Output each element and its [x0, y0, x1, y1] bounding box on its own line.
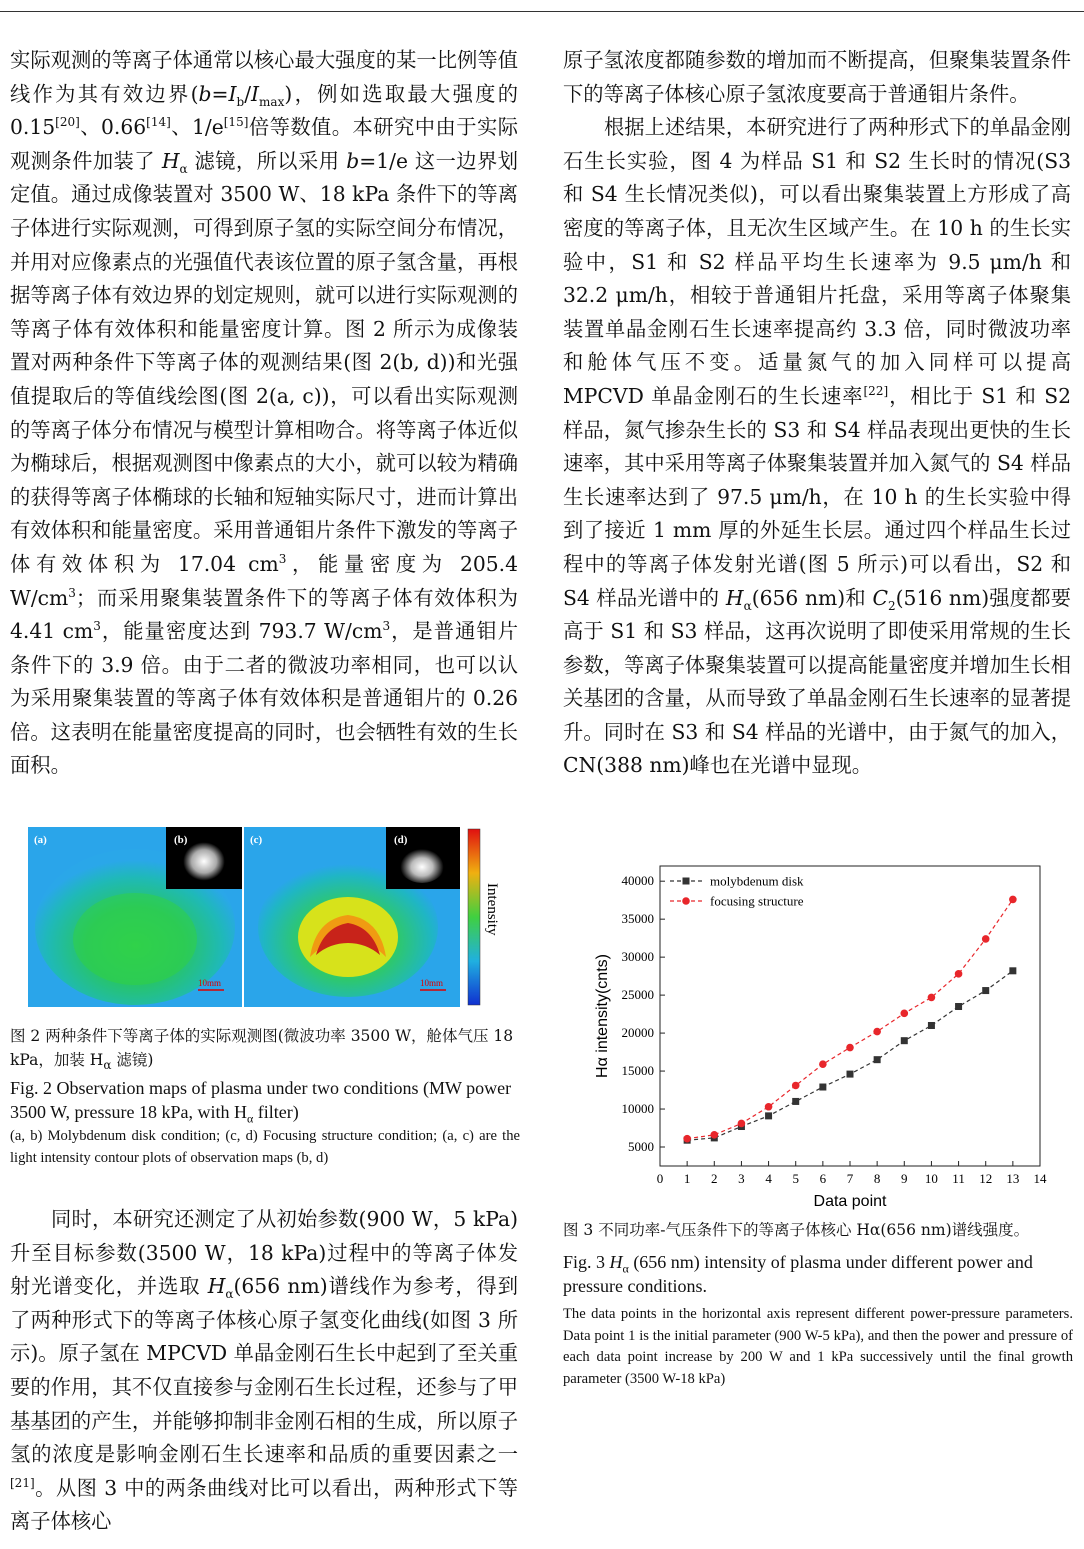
data-point-focusing: [846, 1044, 854, 1052]
data-point-molybdenum: [765, 1112, 772, 1119]
data-point-focusing: [928, 994, 936, 1002]
colorbar: [466, 827, 502, 1007]
legend-marker-1: [683, 878, 690, 885]
data-point-focusing: [765, 1103, 773, 1111]
right-paragraph-1: 原子氢浓度都随参数的增加而不断提高，但聚集装置条件下的等离子体核心原子氢浓度要高于普通钼片条件。: [563, 48, 1071, 106]
x-tick-label: 10: [924, 1171, 938, 1186]
label-a: (a): [34, 834, 47, 846]
figure-3-caption-cn: 图 3 不同功率-气压条件下的等离子体核心 Hα(656 nm)谱线强度。: [563, 1221, 1030, 1239]
plot-frame: [660, 866, 1040, 1166]
right-column: [563, 44, 1071, 783]
x-tick-label: 13: [1006, 1171, 1020, 1186]
data-point-focusing: [738, 1120, 746, 1128]
figure-2-caption: [10, 1024, 520, 1169]
label-b: (b): [174, 834, 188, 846]
data-point-molybdenum: [792, 1098, 799, 1105]
data-point-focusing: [683, 1135, 691, 1143]
x-tick-label: 6: [819, 1171, 827, 1186]
label-d: (d): [394, 834, 408, 846]
x-tick-label: 5: [792, 1171, 799, 1186]
x-tick-label: 3: [738, 1171, 745, 1186]
figure-3-note: The data points in the horizontal axis represent different power-pressure parameters. Data point 1 is the initial parameter (900 W-5 kPa), and then the power and pressure of each data point increase by 200 W and 1 kPa successively until the final growth parameter (3500 W-18 kPa): [563, 1306, 1073, 1387]
left-column-lower: [10, 1203, 518, 1539]
data-point-molybdenum: [819, 1084, 826, 1091]
x-axis-label: Data point: [813, 1193, 887, 1210]
data-point-focusing: [900, 1010, 908, 1018]
data-point-molybdenum: [928, 1022, 935, 1029]
x-tick-label: 2: [711, 1171, 718, 1186]
x-tick-label: 7: [846, 1171, 854, 1186]
x-tick-label: 12: [979, 1171, 993, 1186]
legend-label-2: focusing structure: [710, 893, 804, 909]
scale-bar-c: 10mm: [420, 978, 444, 988]
series-line-2: [687, 899, 1013, 1138]
y-tick-label: 35000: [621, 911, 654, 927]
label-c: (c): [250, 834, 263, 846]
data-point-focusing: [710, 1131, 718, 1139]
y-tick-label: 20000: [621, 1025, 654, 1041]
data-point-molybdenum: [901, 1037, 908, 1044]
data-point-focusing: [819, 1060, 827, 1068]
panel-d-observation: [398, 843, 446, 883]
left-column: [10, 44, 518, 783]
data-point-molybdenum: [982, 987, 989, 994]
y-tick-label: 40000: [621, 873, 654, 889]
figure-3-chart: [585, 858, 1055, 1213]
figure-2-caption-cn: 图 2 两种条件下等离子体的实际观测图(微波功率 3500 W，舱体气压 18 kPa，加装 $H_\alpha$ 滤镜): [10, 1027, 514, 1073]
data-point-focusing: [873, 1028, 881, 1036]
figure-3-caption: [563, 1218, 1073, 1390]
x-tick-label: 14: [1033, 1171, 1047, 1186]
data-point-molybdenum: [874, 1056, 881, 1063]
x-tick-label: 8: [873, 1171, 881, 1186]
data-point-molybdenum: [847, 1071, 854, 1078]
x-tick-label: 11: [952, 1171, 965, 1186]
x-tick-label: 9: [901, 1171, 908, 1186]
y-tick-label: 25000: [621, 987, 654, 1003]
left-paragraph-1: 实际观测的等离子体通常以核心最大强度的某一比例等值线作为其有效边界$(b=I_b/I_{max})$，例如选取最大强度的 0.15[20]、0.66[14]、1/e[15]倍等数值。本研究中由于实际观测条件加装了 $H_\alpha$ 滤镜，所以采用 b=1/e 这一边界划定值。通过成像装置对 3500 W、18 kPa 条件下的等离子体进行实际观测，可得到原子氢的实际空间分布情况，并用对应像素点的光强值代表该位置的原子氢含量，再根据等离子体有效边界的划定规则，就可以进行实际观测的等离子体有效体积和能量密度计算。图 2 所示为成像装置对两种条件下等离子体的观测结果(图 2(b, d))和光强值提取后的等值线绘图(图 2(a, c))，可以看出实际观测的等离子体分布情况与模型计算相吻合。将等离子体近似为椭球后，根据观测图中像素点的大小，就可以较为精确的获得等离子体椭球的长轴和短轴实际尺寸，进而计算出有效体积和能量密度。采用普通钼片条件下激发的等离子体有效体积为 17.04 $cm^3$，能量密度为 205.4 $W/cm^3$；而采用聚集装置条件下的等离子体有效体积为 4.41 $cm^3$，能量密度达到 793.7 $W/cm^3$，是普通钼片条件下的 3.9 倍。由于二者的微波功率相同，也可以认为采用聚集装置的等离子体有效体积是普通钼片的 0.26 倍。这表明在能量密度提高的同时，也会牺牲有效的生长面积。: [10, 48, 519, 778]
data-point-focusing: [792, 1082, 800, 1090]
panel-a-contour-map: [28, 827, 242, 1007]
y-tick-label: 10000: [621, 1101, 654, 1117]
y-tick-label: 15000: [621, 1063, 654, 1079]
colorbar-label: Intensity: [484, 883, 500, 936]
data-point-molybdenum: [955, 1003, 962, 1010]
data-point-focusing: [982, 935, 990, 943]
scale-bar-a: 10mm: [198, 978, 222, 988]
header-rule: [0, 11, 1084, 12]
legend-label-1: molybdenum disk: [710, 873, 804, 889]
data-point-focusing: [955, 970, 963, 978]
figure-3-caption-en: Fig. 3 $H_\alpha$ (656 nm) intensity of plasma under different power and pressure conditions.: [563, 1252, 1033, 1296]
y-tick-label: 30000: [621, 949, 654, 965]
left-paragraph-2: 同时，本研究还测定了从初始参数(900 W，5 kPa)升至目标参数(3500 W，18 kPa)过程中的等离子体发射光谱变化，并选取 $H_\alpha(656$ nm)谱线作为参考，得到了两种形式下的等离子体核心原子氢变化曲线(如图 3 所示)。原子氢在 MPCVD 单晶金刚石生长中起到了至关重要的作用，其不仅直接参与金刚石生长过程，还参与了甲基基团的产生，并能够抑制非金刚石相的生成，所以原子氢的浓度是影响金刚石生长速率和品质的重要因素之一[21]。从图 3 中的两条曲线对比可以看出，两种形式下等离子体核心: [10, 1207, 518, 1534]
y-axis-label: Hα intensity(cnts): [594, 954, 611, 1078]
data-point-molybdenum: [1009, 967, 1016, 974]
x-tick-label: 0: [656, 1171, 664, 1186]
x-tick-label: 4: [765, 1171, 772, 1186]
x-tick-label: 1: [683, 1171, 691, 1186]
data-point-focusing: [1009, 896, 1017, 904]
right-paragraph-2: 根据上述结果，本研究进行了两种形式下的单晶金刚石生长实验，图 4 为样品 S1 和 S2 生长时的情况(S3 和 S4 生长情况类似)，可以看出聚集装置上方形成了高密度的等离子体，且无次生区域产生。在 10 h 的生长实验中，S1 和 S2 样品平均生长速率为 9.5 μm/h 和 32.2 μm/h，相较于普通钼片托盘，采用等离子体聚集装置单晶金刚石生长速率提高约 3.3 倍，同时微波功率和舱体气压不变。适量氮气的加入同样可以提高 MPCVD 单晶金刚石的生长速率[22]，相比于 S1 和 S2 样品，氮气掺杂生长的 S3 和 S4 样品表现出更快的生长速率，其中采用等离子体聚集装置并加入氮气的 S4 样品生长速率达到了 97.5 μm/h，在 10 h 的生长实验中得到了接近 1 mm 厚的外延生长层。通过四个样品生长过程中的等离子体发射光谱(图 5 所示)可以看出，S2 和 S4 样品光谱中的 $H_\alpha(656$ nm)和 $C_2(516$ nm)强度都要高于 S1 和 S3 样品，这再次说明了即使采用常规的生长参数，等离子体聚集装置可以提高能量密度并增加生长相关基团的含量，从而导致了单晶金刚石生长速率的显著提升。同时在 S3 和 S4 样品的光谱中，由于氮气的加入，CN(388 nm)峰也在光谱中显现。: [563, 115, 1071, 778]
figure-2-note: (a, b) Molybdenum disk condition; (c, d) Focusing structure condition; (a, c) are the light intensity contour plots of observation maps (b, d): [10, 1128, 520, 1166]
panel-c-contour-map: [244, 827, 460, 1007]
figure-2-caption-en: Fig. 2 Observation maps of plasma under two conditions (MW power 3500 W, pressure 18 kPa, with $H_\alpha$ filter): [10, 1078, 512, 1126]
figure-2: [28, 827, 500, 1007]
legend-marker-2: [682, 897, 690, 905]
series-line-1: [687, 971, 1013, 1140]
y-tick-label: 5000: [628, 1139, 654, 1155]
